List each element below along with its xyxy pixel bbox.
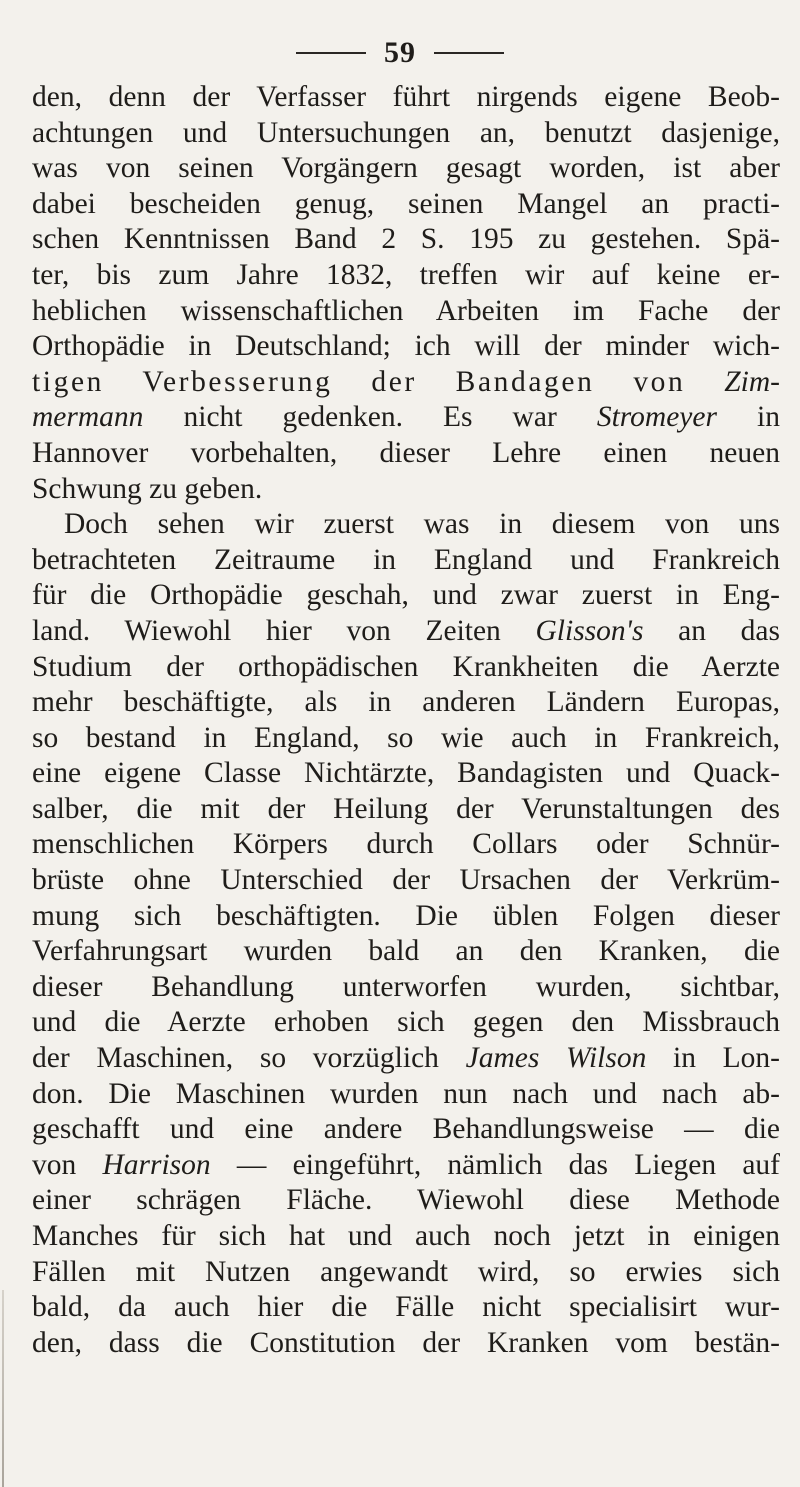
text-span: an das	[643, 614, 780, 647]
text-line: Schwung zu geben.	[32, 472, 263, 505]
person-name: James Wilson	[465, 1042, 647, 1075]
page-number: 59	[384, 36, 416, 69]
text-span: der Maschinen, so vorzüglich	[32, 1042, 466, 1075]
text-span: in Lon-	[646, 1042, 780, 1075]
text-line	[32, 365, 780, 401]
text-line: Verfahrungsart wurden bald an den Kranken, die	[32, 935, 780, 968]
text-line: den, denn der Verfasser führt nirgends eigene Beob-	[32, 81, 780, 113]
text-line: ter, bis zum Jahre 1832, treffen wir auf keine er-	[32, 258, 780, 291]
text-line: betrachteten Zeitraume in England und Frankreich	[32, 543, 780, 576]
text-line: und die Aerzte erhoben sich gegen den Missbrauch	[32, 1006, 780, 1039]
person-name: Harrison	[102, 1148, 211, 1181]
text-line: salber, die mit der Heilung der Verunstaltungen des	[32, 792, 780, 825]
page-header	[0, 36, 800, 70]
text-line: heblichen wissenschaftlichen Arbeiten im Fache der	[32, 294, 780, 327]
text-line: mehr beschäftigte, als in anderen Ländern Europas,	[32, 686, 780, 719]
text-span: von	[32, 1148, 103, 1181]
text-span: nicht gedenken. Es war	[143, 401, 597, 434]
text-line: den, dass die Constitution der Kranken vom bestän-	[32, 1326, 780, 1359]
text-line: eine eigene Classe Nichtärzte, Bandagisten und Quack-	[32, 757, 780, 790]
text-line: Doch sehen wir zuerst was in diesem von uns	[64, 508, 780, 541]
text-line: brüste ohne Unterschied der Ursachen der Verkrüm-	[32, 864, 780, 897]
person-name: Zim-	[724, 365, 780, 398]
person-name: Glisson's	[535, 614, 644, 647]
page-edge-shadow	[2, 1290, 4, 1487]
text-line: achtungen und Untersuchungen an, benutzt dasjenige,	[32, 116, 780, 149]
text-line: dieser Behandlung unterworfen wurden, sichtbar,	[32, 970, 780, 1003]
body-text	[32, 80, 780, 1361]
text-line	[32, 1041, 780, 1077]
text-line: Fällen mit Nutzen angewandt wird, so erwies sich	[32, 1255, 780, 1288]
text-line	[32, 614, 780, 650]
text-line: Studium der orthopädischen Krankheiten die Aerzte	[32, 650, 780, 683]
text-line: don. Die Maschinen wurden nun nach und nach ab-	[32, 1077, 780, 1110]
text-line: dabei bescheiden genug, seinen Mangel an practi-	[32, 187, 780, 220]
text-line: menschlichen Körpers durch Collars oder Schnür-	[32, 828, 780, 861]
text-span: — eingeführt, nämlich das Liegen auf	[210, 1148, 780, 1181]
text-line	[32, 1148, 780, 1184]
text-line	[32, 400, 780, 436]
text-line: so bestand in England, so wie auch in Frankreich,	[32, 721, 780, 754]
spaced-text: tigen Verbesserung der Bandagen von	[32, 365, 725, 398]
text-line: Orthopädie in Deutschland; ich will der minder wich-	[32, 330, 780, 363]
header-rule-right	[434, 52, 504, 54]
text-line: mung sich beschäftigten. Die üblen Folgen dieser	[32, 899, 780, 932]
header-rule-left	[296, 52, 366, 54]
text-line: Hannover vorbehalten, dieser Lehre einen neuen	[32, 436, 780, 469]
text-line: einer schrägen Fläche. Wiewohl diese Methode	[32, 1184, 780, 1217]
text-line: bald, da auch hier die Fälle nicht specialisirt wur-	[32, 1291, 780, 1324]
person-name: Stromeyer	[596, 401, 717, 434]
text-span: land. Wiewohl hier von Zeiten	[32, 614, 536, 647]
text-line: schen Kenntnissen Band 2 S. 195 zu gestehen. Spä-	[32, 223, 780, 256]
text-span: in	[716, 401, 780, 434]
text-line: was von seinen Vorgängern gesagt worden, ist aber	[32, 152, 780, 185]
text-line: Manches für sich hat und auch noch jetzt in einigen	[32, 1220, 780, 1252]
person-name: mermann	[32, 401, 144, 434]
text-line: geschafft und eine andere Behandlungsweise — die	[32, 1113, 780, 1146]
text-line: für die Orthopädie geschah, und zwar zuerst in Eng-	[32, 579, 780, 612]
